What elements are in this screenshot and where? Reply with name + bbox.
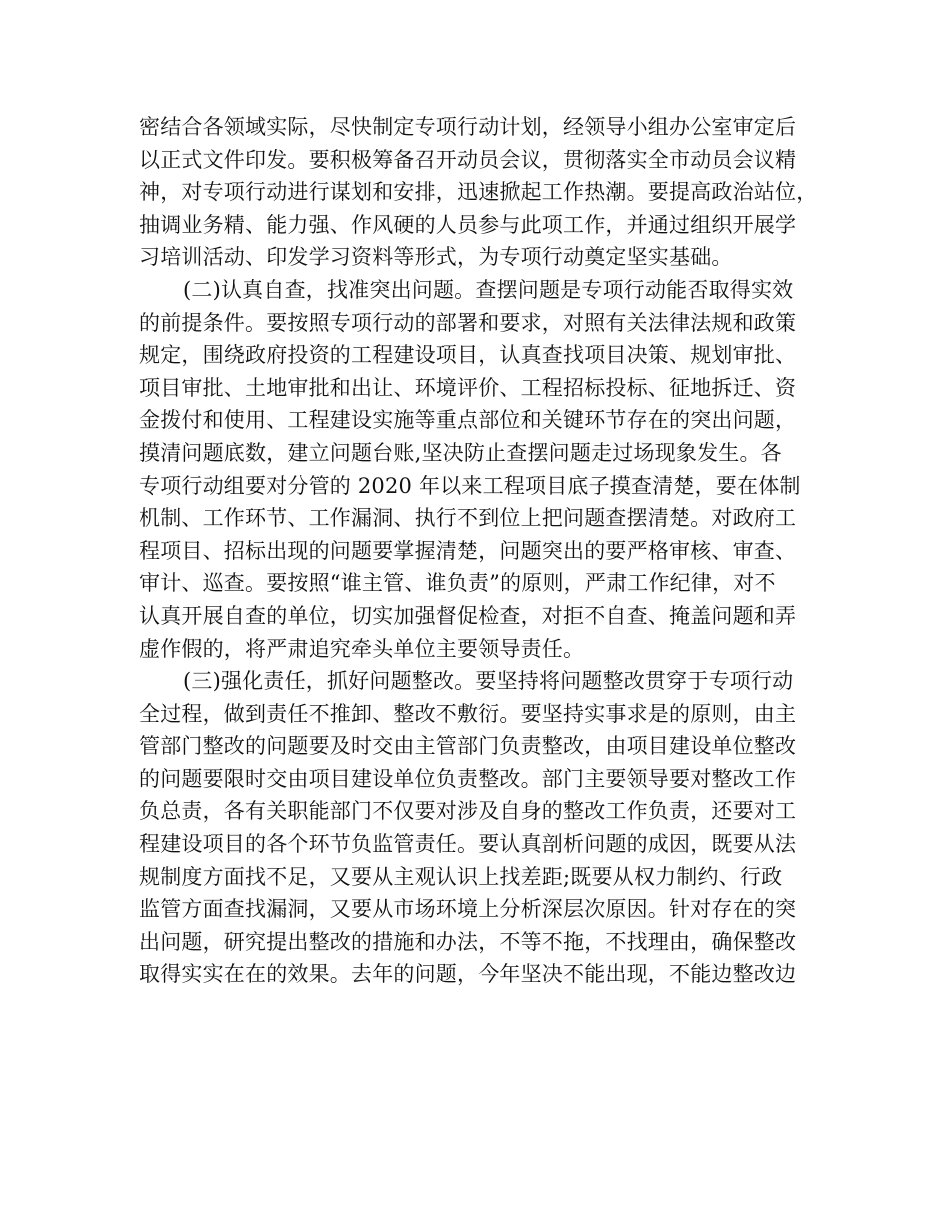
- text-line: 抽调业务精、能力强、作风硬的人员参与此项工作，并通过组织开展学: [139, 212, 797, 237]
- text-line: 全过程，做到责任不推卸、整改不敷衍。要坚持实事求是的原则，由主: [139, 701, 797, 726]
- text-line: 密结合各领域实际，尽快制定专项行动计划，经领导小组办公室审定后: [139, 115, 797, 139]
- text-line: 机制、工作环节、工作漏洞、执行不到位上把问题查摆清楚。对政府工: [139, 506, 797, 531]
- text-line: 认真开展自查的单位，切实加强督促检查，对拒不自查、掩盖问题和弄: [139, 603, 797, 628]
- text-line: 审计、巡查。要按照“谁主管、谁负责”的原则，严肃工作纪律，对不: [139, 571, 776, 596]
- text-line: 习培训活动、印发学习资料等形式，为专项行动奠定坚实基础。: [139, 245, 733, 270]
- text-line: 项目审批、土地审批和出让、环境评价、工程招标投标、征地拆迁、资: [139, 375, 797, 400]
- text-line: 的前提条件。要按照专项行动的部署和要求，对照有关法律法规和政策: [139, 310, 797, 335]
- text-line: 专项行动组要对分管的 2020 年以来工程项目底子摸查清楚，要在体制: [139, 473, 801, 498]
- paragraph-first-line: (二)认真自查，找准突出问题。查摆问题是专项行动能否取得实效: [183, 277, 794, 302]
- document-body: [139, 111, 829, 991]
- text-line: 取得实实在在的效果。去年的问题，今年坚决不能出现，不能边整改边: [139, 962, 797, 987]
- text-line: 负总责，各有关职能部门不仅要对涉及自身的整改工作负责，还要对工: [139, 799, 797, 824]
- text-line: 以正式文件印发。要积极筹备召开动员会议，贯彻落实全市动员会议精: [139, 147, 797, 172]
- text-line: 出问题，研究提出整改的措施和办法，不等不拖，不找理由，确保整改: [139, 929, 797, 954]
- text-line: 金拨付和使用、工程建设实施等重点部位和关键环节存在的突出问题，: [139, 408, 797, 433]
- text-line: 监管方面查找漏洞，又要从市场环境上分析深层次原因。针对存在的突: [139, 897, 797, 922]
- paragraph-first-line: (三)强化责任，抓好问题整改。要坚持将问题整改贯穿于专项行动: [183, 669, 794, 694]
- text-line: 神，对专项行动进行谋划和安排，迅速掀起工作热潮。要提高政治站位，: [139, 180, 818, 205]
- text-line: 管部门整改的问题要及时交由主管部门负责整改，由项目建设单位整改: [139, 734, 797, 759]
- text-line: 程建设项目的各个环节负监管责任。要认真剖析问题的成因，既要从法: [139, 832, 797, 857]
- text-line: 规制度方面找不足，又要从主观认识上找差距;既要从权力制约、行政: [139, 864, 783, 889]
- text-line: 摸清问题底数，建立问题台账,坚决防止查摆问题走过场现象发生。各: [139, 440, 782, 465]
- text-line: 规定，围绕政府投资的工程建设项目，认真查找项目决策、规划审批、: [139, 343, 797, 368]
- text-line: 程项目、招标出现的问题要掌握清楚，问题突出的要严格审核、审查、: [139, 538, 797, 563]
- text-line: 的问题要限时交由项目建设单位负责整改。部门主要领导要对整改工作: [139, 766, 797, 791]
- text-line: 虚作假的，将严肃追究牵头单位主要领导责任。: [139, 636, 585, 661]
